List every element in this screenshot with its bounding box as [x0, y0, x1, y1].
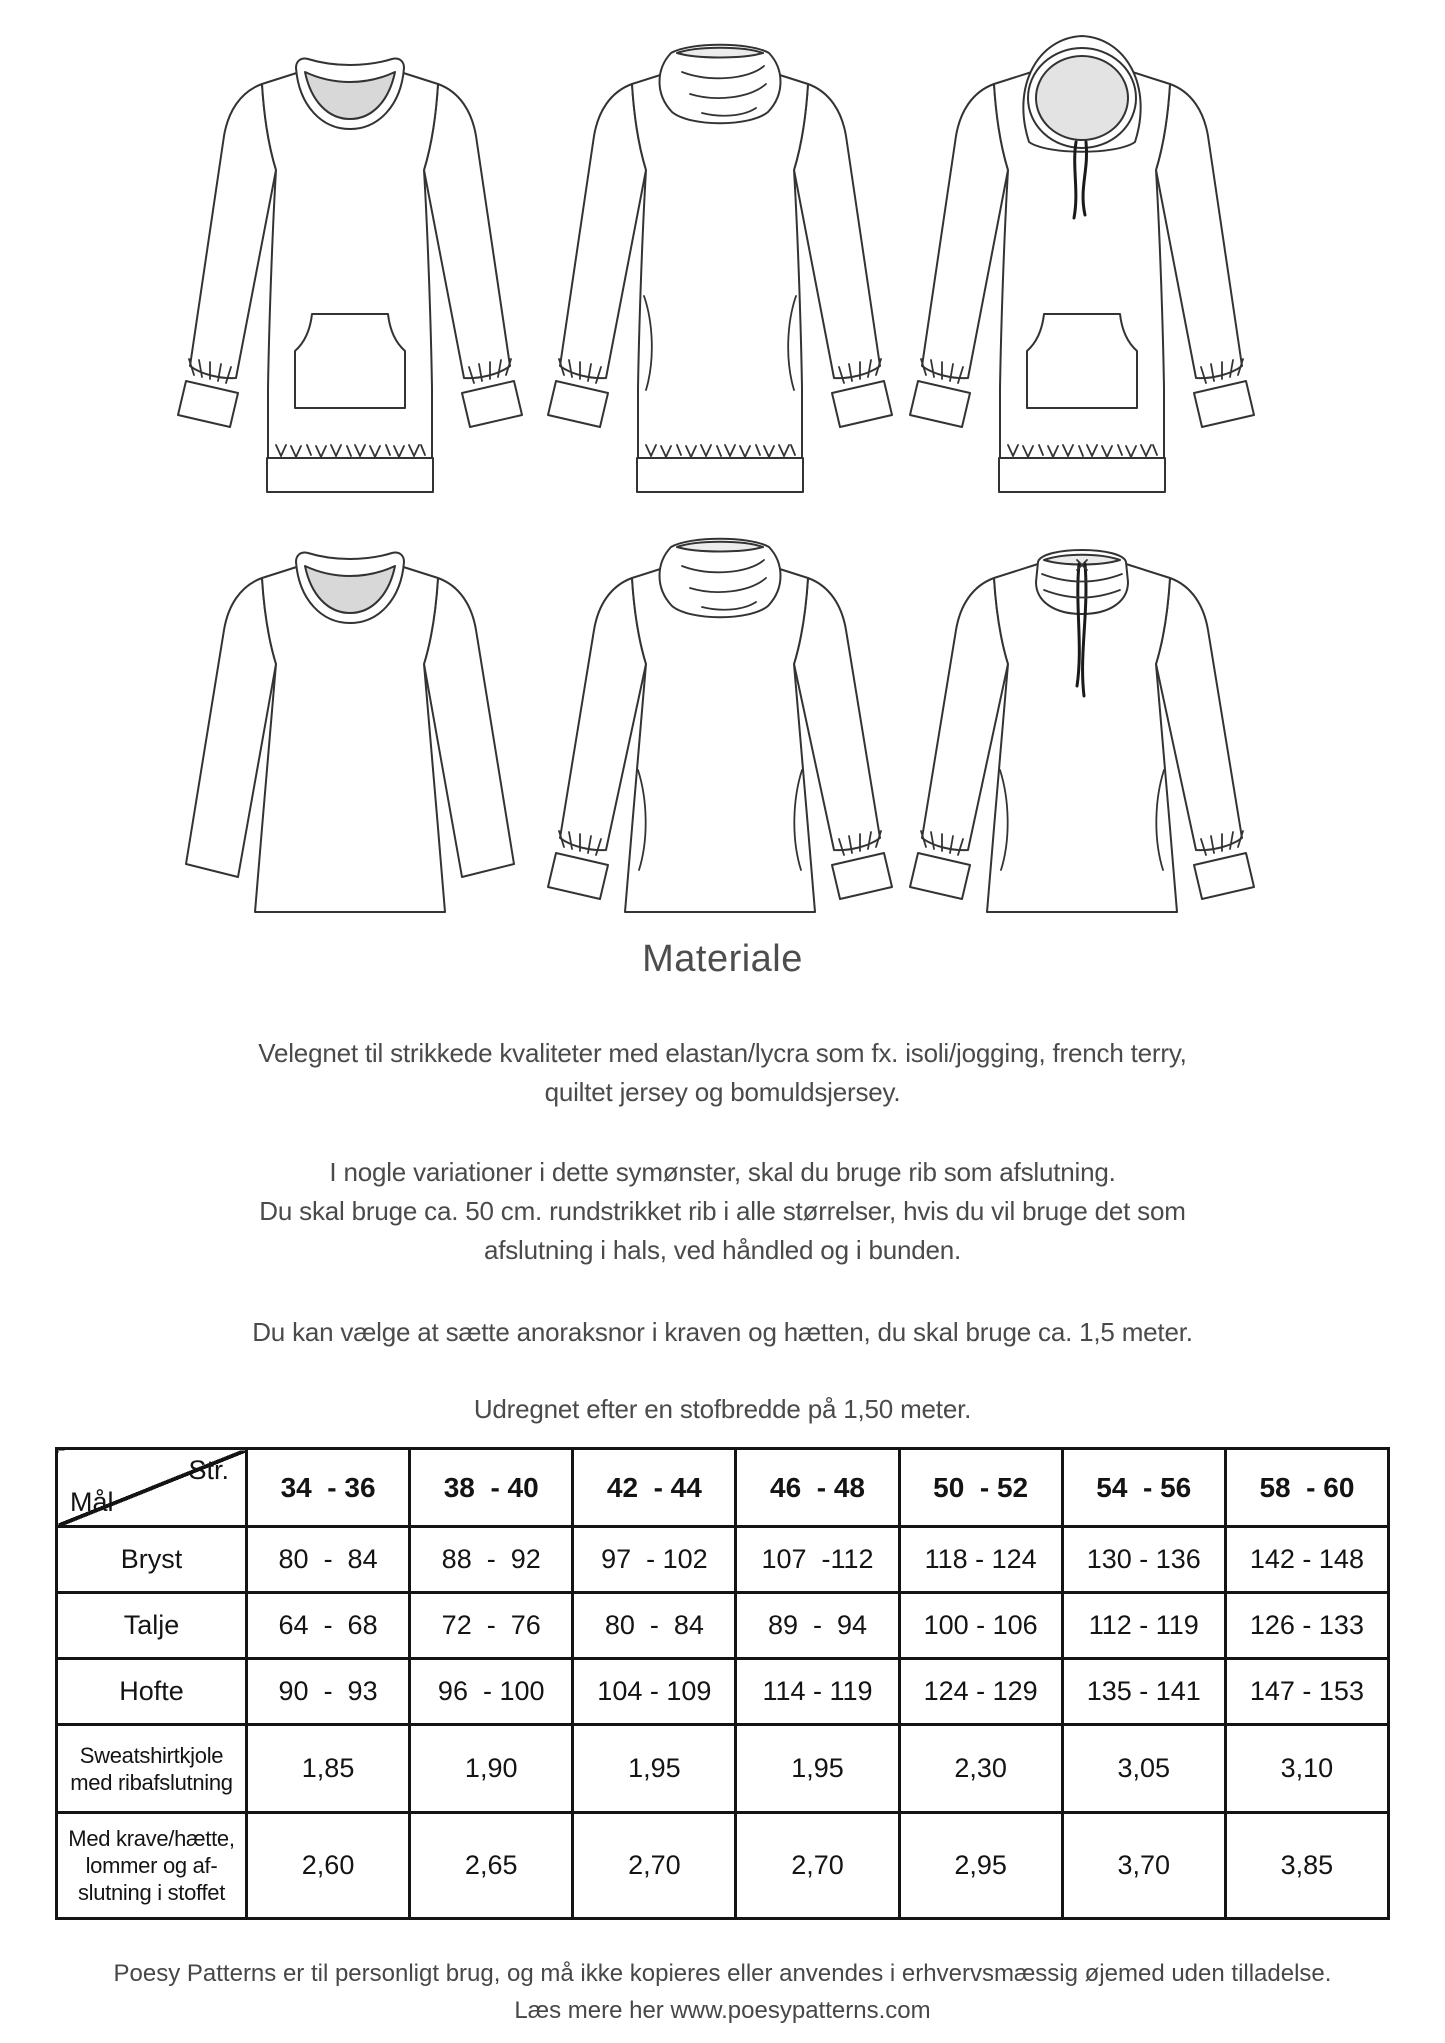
corner-label-str: Str.: [188, 1455, 229, 1485]
size-cell: 80 - 84: [247, 1527, 410, 1593]
size-cell: 118 - 124: [899, 1527, 1062, 1593]
size-cell: 2,30: [899, 1725, 1062, 1813]
size-cell: 1,90: [410, 1725, 573, 1813]
size-cell: 89 - 94: [736, 1593, 899, 1659]
measure-label: Sweatshirtkjole med ribafslutning: [57, 1725, 247, 1813]
size-cell: 135 - 141: [1062, 1659, 1225, 1725]
sketch-front-hood-drawstring-pocket-rib-hem: [872, 28, 1292, 513]
measure-label: Talje: [57, 1593, 247, 1659]
size-cell: 107 -112: [736, 1527, 899, 1593]
measure-label: Hofte: [57, 1659, 247, 1725]
size-cell: 1,95: [736, 1725, 899, 1813]
size-cell: 3,85: [1225, 1813, 1388, 1919]
rib-note-line: I nogle variationer i dette symønster, skal du bruge rib som afslutning.: [329, 1157, 1116, 1187]
size-table-row: [57, 1593, 1389, 1659]
size-cell: 112 - 119: [1062, 1593, 1225, 1659]
intro-paragraph: [0, 1034, 1445, 1112]
size-cell: 88 - 92: [410, 1527, 573, 1593]
size-cell: 2,70: [573, 1813, 736, 1919]
size-table-row: [57, 1813, 1389, 1919]
size-column-header: 38 - 40: [410, 1449, 573, 1527]
size-cell: 90 - 93: [247, 1659, 410, 1725]
cord-note: Du kan vælge at sætte anoraksnor i kraven og hætten, du skal bruge ca. 1,5 meter.: [252, 1317, 1193, 1347]
size-column-header: 58 - 60: [1225, 1449, 1388, 1527]
size-cell: 2,65: [410, 1813, 573, 1919]
size-table-row: [57, 1659, 1389, 1725]
size-cell: 96 - 100: [410, 1659, 573, 1725]
size-cell: 2,95: [899, 1813, 1062, 1919]
sketch-drawstring-collar-side-pockets-plain-hem: [872, 520, 1292, 950]
size-table-row: [57, 1527, 1389, 1593]
size-cell: 80 - 84: [573, 1593, 736, 1659]
sketch-front-cowl-collar-rib-hem: [510, 28, 930, 513]
size-cell: 1,85: [247, 1725, 410, 1813]
size-column-header: 54 - 56: [1062, 1449, 1225, 1527]
rib-note-line: afslutning i hals, ved håndled og i bunden.: [483, 1235, 962, 1265]
size-column-header: 42 - 44: [573, 1449, 736, 1527]
intro-line: Velegnet til strikkede kvaliteter med elastan/lycra som fx. isoli/jogging, french terry,: [258, 1038, 1187, 1068]
section-title: Materiale: [642, 938, 803, 980]
corner-label-maal: Mål: [70, 1487, 114, 1517]
sketch-crewneck-plain-hem: [140, 520, 560, 950]
size-cell: 130 - 136: [1062, 1527, 1225, 1593]
size-cell: 1,95: [573, 1725, 736, 1813]
rib-note-line: Du skal bruge ca. 50 cm. rundstrikket rib i alle størrelser, hvis du vil bruge det som: [259, 1196, 1186, 1226]
size-cell: 2,60: [247, 1813, 410, 1919]
size-cell: 104 - 109: [573, 1659, 736, 1725]
size-cell: 64 - 68: [247, 1593, 410, 1659]
measure-label: Med krave/hætte, lommer og af- slutning i stoffet: [57, 1813, 247, 1919]
website-note: Læs mere her www.poesypatterns.com: [514, 1997, 931, 2024]
size-cell: 3,70: [1062, 1813, 1225, 1919]
size-cell: 147 - 153: [1225, 1659, 1388, 1725]
size-table-corner: [57, 1449, 247, 1527]
size-cell: 2,70: [736, 1813, 899, 1919]
size-table: [55, 1447, 1390, 1920]
sketch-cowl-collar-side-pockets-plain-hem: [510, 520, 930, 950]
size-column-header: 50 - 52: [899, 1449, 1062, 1527]
size-column-header: 34 - 36: [247, 1449, 410, 1527]
size-cell: 3,05: [1062, 1725, 1225, 1813]
size-cell: 114 - 119: [736, 1659, 899, 1725]
sketch-front-crewneck-pocket-rib-hem: [140, 28, 560, 513]
rib-note-paragraph: [0, 1153, 1445, 1270]
size-cell: 142 - 148: [1225, 1527, 1388, 1593]
copyright-note: Poesy Patterns er til personligt brug, og må ikke kopieres eller anvendes i erhvervsmæssig øjemed uden tilladelse.: [113, 1960, 1332, 1987]
size-cell: 97 - 102: [573, 1527, 736, 1593]
size-cell: 100 - 106: [899, 1593, 1062, 1659]
intro-line: quiltet jersey og bomuldsjersey.: [544, 1077, 901, 1107]
measure-label: Bryst: [57, 1527, 247, 1593]
size-cell: 124 - 129: [899, 1659, 1062, 1725]
fabric-width-note: Udregnet efter en stofbredde på 1,50 meter.: [473, 1394, 972, 1424]
size-cell: 72 - 76: [410, 1593, 573, 1659]
size-cell: 126 - 133: [1225, 1593, 1388, 1659]
size-column-header: 46 - 48: [736, 1449, 899, 1527]
size-cell: 3,10: [1225, 1725, 1388, 1813]
size-table-row: [57, 1725, 1389, 1813]
